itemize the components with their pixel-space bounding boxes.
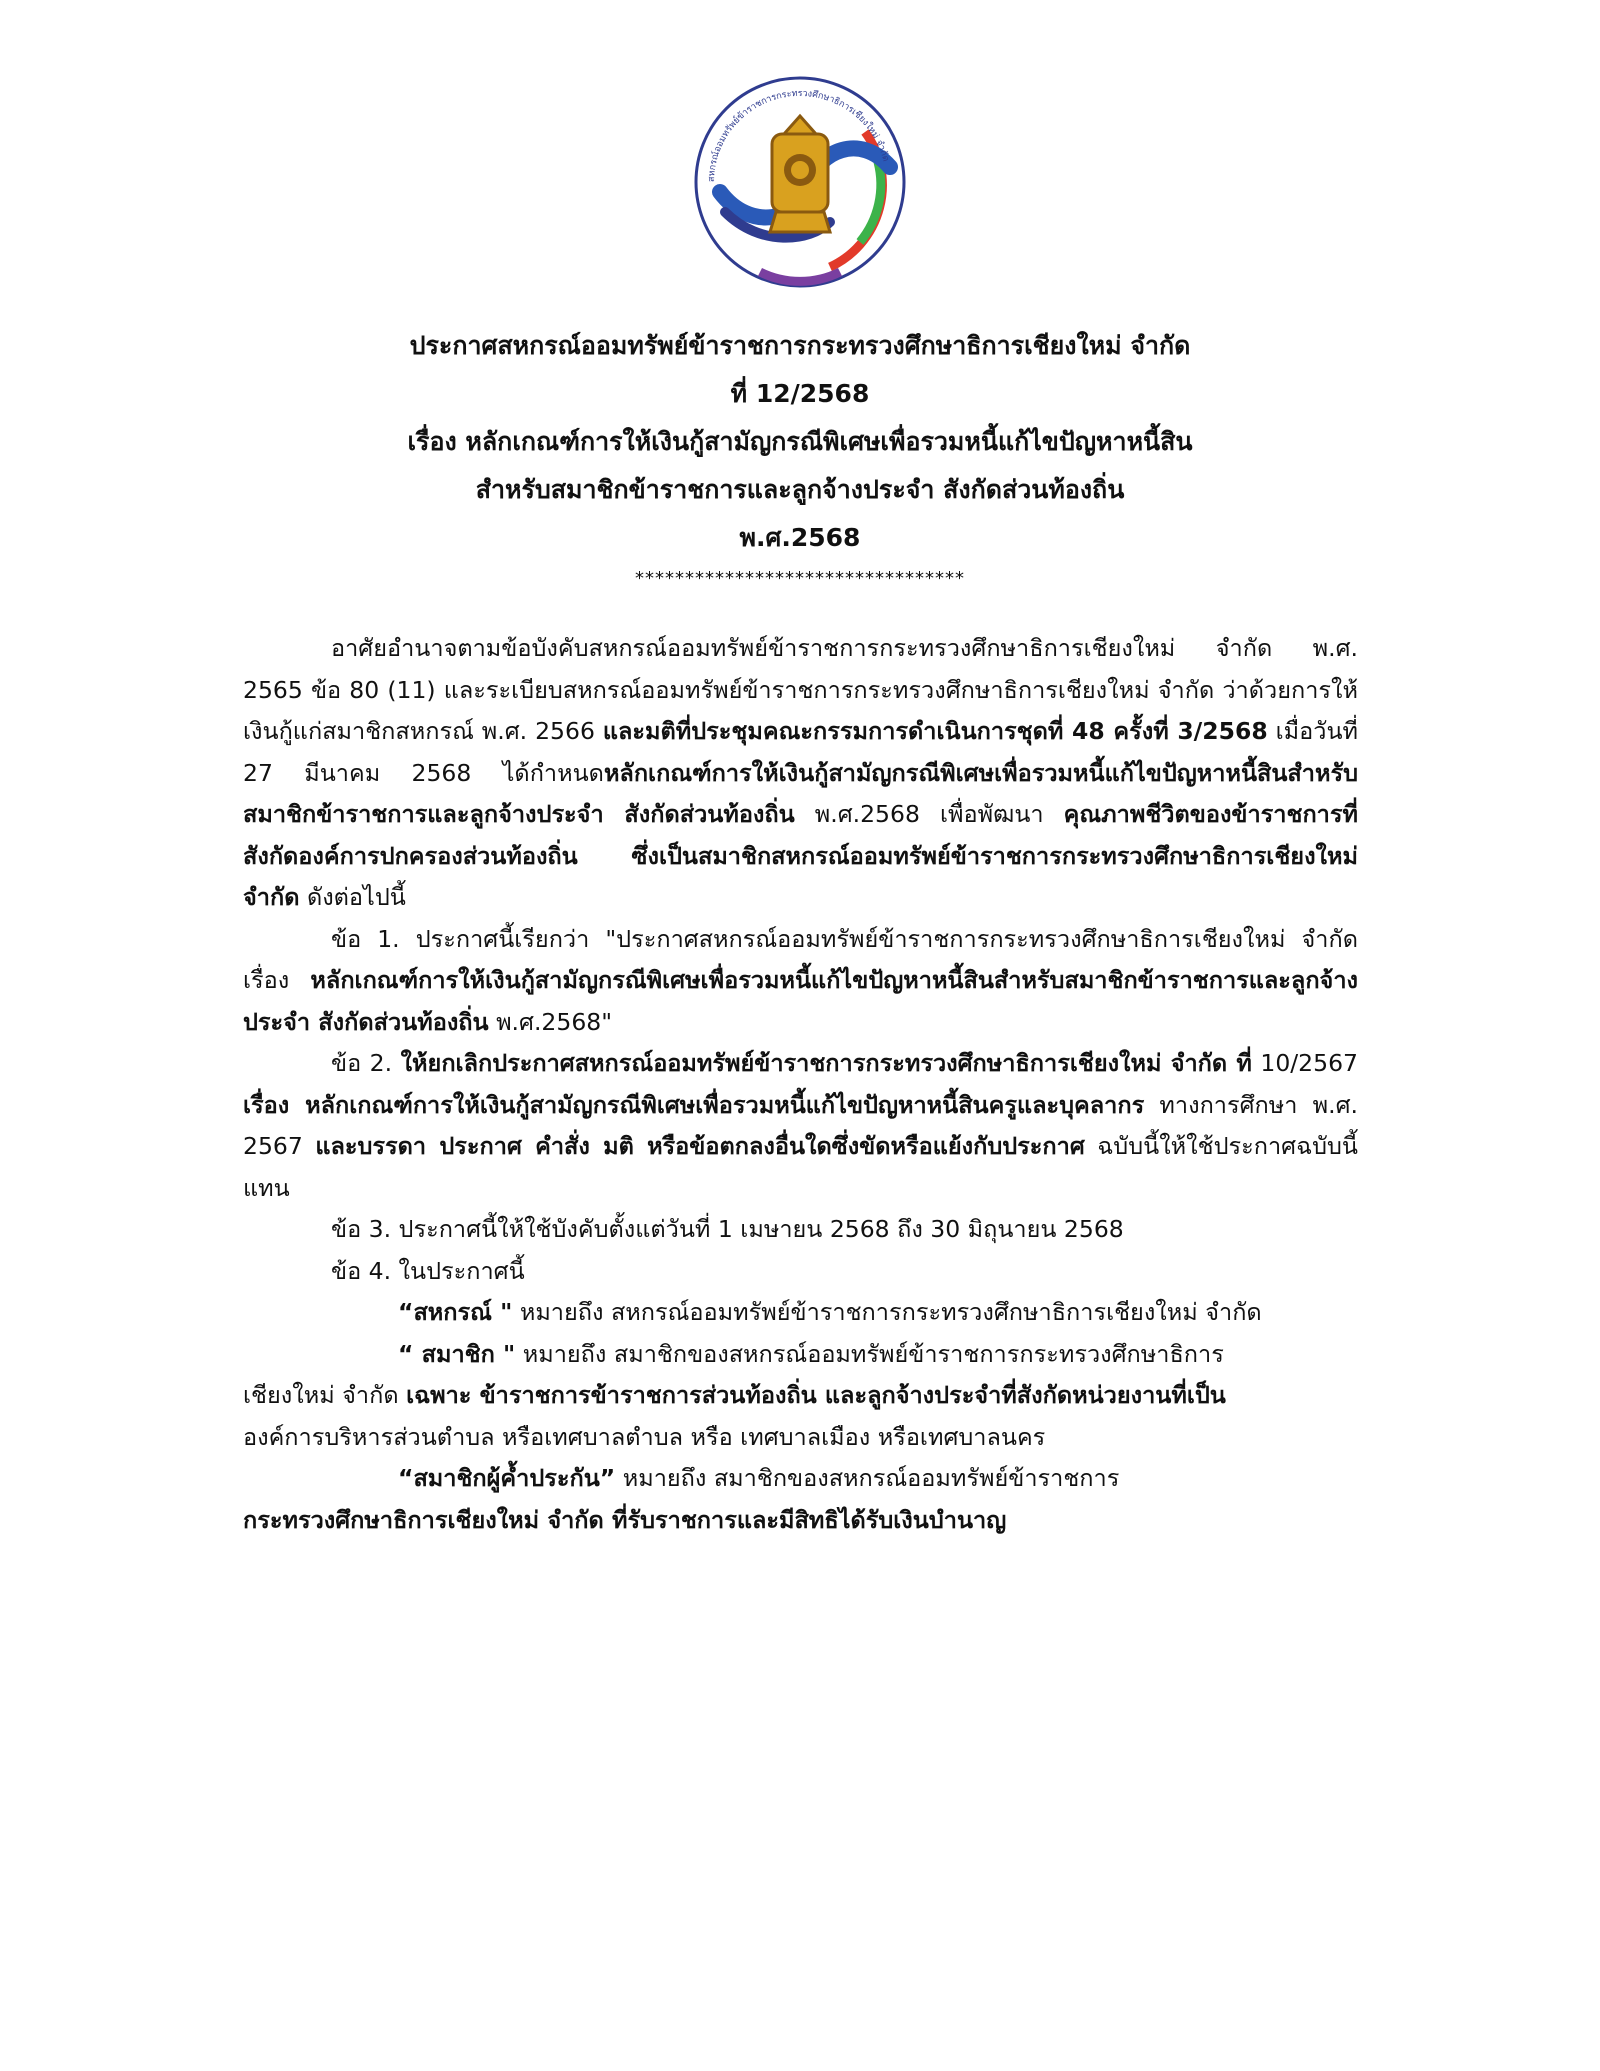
clause-2-text-2: ให้ยกเลิกประกาศสหกรณ์ออมทรัพย์ข้าราชการกระทรวงศึกษาธิการเชียงใหม่ จำกัด ที่ bbox=[400, 1049, 1252, 1077]
definition-cooperative-text: หมายถึง สหกรณ์ออมทรัพย์ข้าราชการกระทรวงศึกษาธิการเชียงใหม่ จำกัด bbox=[512, 1298, 1262, 1326]
intro-text-1: อาศัยอำนาจตามข้อบังคับสหกรณ์ออมทรัพย์ข้าราชการกระทรวงศึกษาธิการเชียงใหม่ จำกัด พ.ศ. 2565 ข้อ 80 (11) และระเบียบสหกรณ์ออมทรัพย์ข้าราชการกระทรวงศึกษาธิการเชียงใหม่ จำกัด ว่าด้วยการให้เงินกู้แก่สมาชิกสหกรณ์ พ.ศ. 2566 bbox=[243, 634, 1358, 745]
clause-2 bbox=[243, 1043, 1358, 1209]
definition-guarantor-bold: กระทรวงศึกษาธิการเชียงใหม่ จำกัด ที่รับราชการและมีสิทธิได้รับเงินบำนาญ bbox=[243, 1505, 1007, 1534]
definition-cooperative bbox=[243, 1292, 1358, 1334]
clause-1-text-3: พ.ศ.2568" bbox=[488, 1007, 613, 1036]
intro-text-4: หลักเกณฑ์การให้เงินกู้สามัญกรณีพิเศษเพื่อรวมหนี้แก้ไขปัญหาหนี้สินสำหรับสมาชิกข้าราชการและลูกจ้างประจำ สังกัดส่วนท้องถิ่น bbox=[243, 758, 1358, 828]
intro-text-3: เมื่อวันที่ 27 มีนาคม 2568 ได้กำหนด bbox=[243, 717, 1358, 787]
intro-text-2: และมติที่ประชุมคณะกรรมการดำเนินการชุดที่ 48 ครั้งที่ 3/2568 bbox=[602, 717, 1268, 745]
definition-member-text-1: หมายถึง สมาชิกของสหกรณ์ออมทรัพย์ข้าราชการกระทรวงศึกษาธิการ bbox=[515, 1339, 1224, 1368]
intro-text-5: พ.ศ.2568 เพื่อพัฒนา bbox=[794, 800, 1044, 828]
definition-guarantor-line2 bbox=[243, 1500, 1358, 1542]
definition-member-bold: เฉพาะ ข้าราชการข้าราชการส่วนท้องถิ่น และลูกจ้างประจำที่สังกัดหน่วยงานที่เป็น bbox=[406, 1381, 1226, 1409]
clause-2-text-4: เรื่อง หลักเกณฑ์การให้เงินกู้สามัญกรณีพิเศษเพื่อรวมหนี้แก้ไขปัญหาหนี้สินครูและบุคลากร bbox=[243, 1090, 1145, 1119]
clause-2-text-5: ทางการศึกษา พ.ศ. 2567 bbox=[243, 1090, 1358, 1160]
logo-ring-text: สหกรณ์ออมทรัพย์ข้าราชการกระทรวงศึกษาธิการเชียงใหม่ จำกัด bbox=[706, 88, 891, 183]
intro-paragraph bbox=[243, 628, 1358, 919]
definition-member-text-2: เชียงใหม่ จำกัด bbox=[243, 1381, 407, 1409]
announcement-subject: เรื่อง หลักเกณฑ์การให้เงินกู้สามัญกรณีพิเศษเพื่อรวมหนี้แก้ไขปัญหาหนี้สิน bbox=[407, 427, 1193, 456]
clause-1 bbox=[243, 919, 1358, 1044]
intro-text-6: คุณภาพชีวิตของข้าราชการที่สังกัดองค์การปกครองส่วนท้องถิ่น ซึ่งเป็นสมาชิกสหกรณ์ออมทรัพย์ข้าราชการกระทรวงศึกษาธิการเชียงใหม่ จำกัด bbox=[243, 800, 1358, 911]
announcement-year: พ.ศ.2568 bbox=[739, 523, 861, 552]
definition-member-line3: องค์การบริหารส่วนตำบล หรือเทศบาลตำบล หรือ เทศบาลเมือง หรือเทศบาลนคร bbox=[243, 1422, 1046, 1451]
separator: ********************************* bbox=[635, 568, 965, 589]
announcement-subject-line2: สำหรับสมาชิกข้าราชการและลูกจ้างประจำ สังกัดส่วนท้องถิ่น bbox=[475, 475, 1125, 504]
clause-2-text-6: และบรรดา ประกาศ คำสั่ง มติ หรือข้อตกลงอื่นใดซึ่งขัดหรือแย้งกับประกาศ bbox=[315, 1132, 1085, 1160]
definition-member-term: “ สมาชิก " bbox=[398, 1339, 516, 1368]
intro-text-7: ดังต่อไปนี้ bbox=[299, 883, 406, 911]
clause-2-text-3: 10/2567 bbox=[1251, 1049, 1358, 1077]
clause-2-text-7: ฉบับนี้ให้ใช้ประกาศฉบับนี้แทน bbox=[243, 1132, 1358, 1202]
clause-1-text-2: หลักเกณฑ์การให้เงินกู้สามัญกรณีพิเศษเพื่อรวมหนี้แก้ไขปัญหาหนี้สินสำหรับสมาชิกข้าราชการและลูกจ้างประจำ สังกัดส่วนท้องถิ่น bbox=[243, 966, 1358, 1036]
cooperative-logo bbox=[690, 72, 910, 292]
document-body bbox=[243, 628, 1358, 1541]
announcement-title: ประกาศสหกรณ์ออมทรัพย์ข้าราชการกระทรวงศึกษาธิการเชียงใหม่ จำกัด bbox=[409, 331, 1191, 360]
clause-4-title: ข้อ 4. ในประกาศนี้ bbox=[331, 1256, 525, 1285]
clause-2-text-1: ข้อ 2. bbox=[331, 1049, 401, 1077]
definition-member bbox=[243, 1334, 1358, 1376]
clause-1-text-1: ข้อ 1. ประกาศนี้เรียกว่า "ประกาศสหกรณ์ออมทรัพย์ข้าราชการกระทรวงศึกษาธิการเชียงใหม่ จำกัด เรื่อง bbox=[243, 924, 1358, 994]
announcement-number: ที่ 12/2568 bbox=[730, 379, 870, 408]
definition-member-line2 bbox=[243, 1375, 1358, 1417]
definition-guarantor-term: “สมาชิกผู้ค้ำประกัน” bbox=[398, 1464, 616, 1492]
definition-cooperative-term: “สหกรณ์ " bbox=[398, 1298, 513, 1326]
logo-emblem-icon bbox=[690, 72, 910, 292]
clause-3: ข้อ 3. ประกาศนี้ให้ใช้บังคับตั้งแต่วันที่ 1 เมษายน 2568 ถึง 30 มิถุนายน 2568 bbox=[331, 1215, 1124, 1243]
definition-guarantor bbox=[243, 1458, 1358, 1500]
definition-guarantor-text-1: หมายถึง สมาชิกของสหกรณ์ออมทรัพย์ข้าราชการ bbox=[615, 1464, 1120, 1492]
